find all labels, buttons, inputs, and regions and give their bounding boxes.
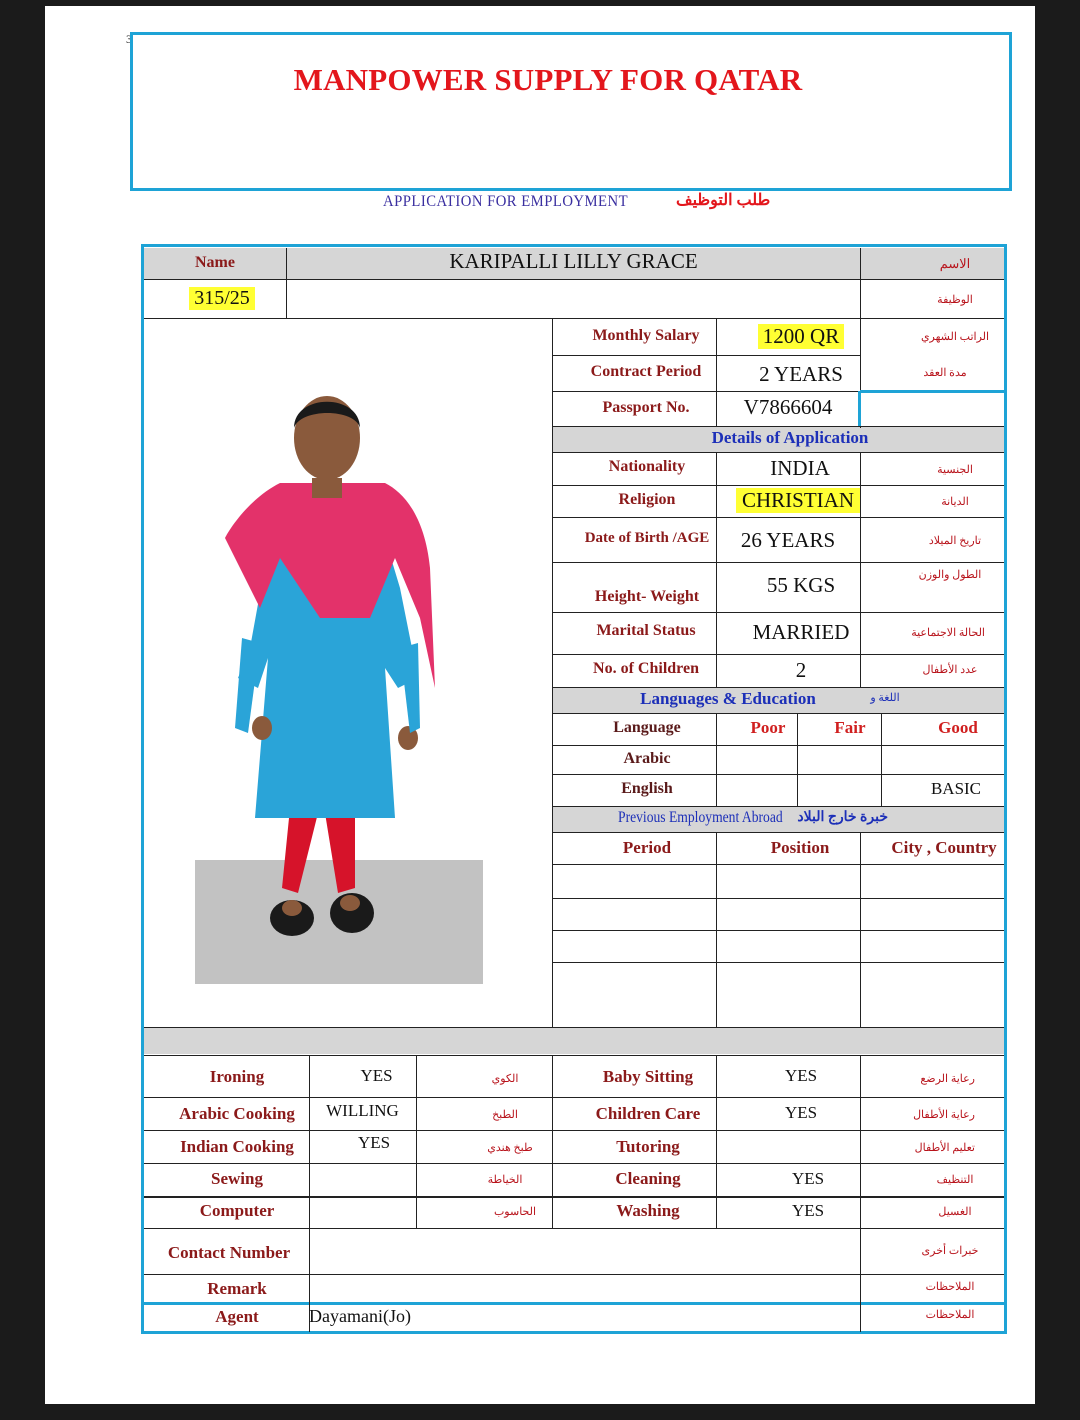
page-mark: 3 (126, 32, 132, 46)
languages-heading: Languages & Education (640, 689, 816, 708)
children-label: No. of Children (593, 660, 699, 677)
header-box (130, 32, 1012, 191)
language-arabic: Arabic (623, 750, 671, 767)
skill-children-care-label: Children Care (595, 1104, 701, 1123)
remark-ar: الملاحظات (925, 1281, 975, 1293)
monthly-salary-value: 1200 QR (758, 324, 844, 349)
skill-washing-value: YES (791, 1201, 825, 1220)
skill-ironing-value: YES (360, 1066, 393, 1085)
skill-baby-sitting-label: Baby Sitting (602, 1067, 694, 1086)
passport-value: V7866604 (743, 395, 833, 419)
skill-computer-ar: الحاسوب (493, 1206, 537, 1218)
dob-age-value: 26 YEARS (740, 528, 836, 552)
skill-washing-label: Washing (616, 1201, 680, 1220)
application-subtitle: APPLICATION FOR EMPLOYMENT (383, 193, 629, 210)
marital-status-label: Marital Status (596, 622, 696, 639)
good-col-header: Good (938, 718, 978, 737)
dob-age-label-ar: تاريخ الميلاد (928, 535, 982, 547)
skill-computer-label: Computer (199, 1201, 275, 1220)
section-divider-bar (144, 1028, 1004, 1054)
language-english: English (621, 780, 673, 797)
employment-heading: Previous Employment Abroad (618, 809, 783, 826)
skill-tutoring-ar: تعليم الأطفال (914, 1142, 975, 1154)
skill-children-care-ar: رعاية الأطفال (913, 1109, 975, 1121)
skill-ironing-label: Ironing (209, 1067, 265, 1086)
languages-heading-ar: اللغة و (870, 692, 900, 704)
passport-label: Passport No. (602, 399, 690, 416)
nationality-label-ar: الجنسية (937, 464, 973, 476)
children-label-ar: عدد الأطفال (922, 664, 978, 676)
monthly-salary-label-ar: الراتب الشهري (920, 331, 990, 343)
marital-status-value: MARRIED (752, 620, 850, 644)
skill-indian-cooking-value: YES (357, 1133, 391, 1152)
remark-label: Remark (207, 1279, 267, 1298)
skill-baby-sitting-ar: رعاية الرضع (920, 1073, 975, 1085)
skill-children-care-value: YES (784, 1103, 818, 1122)
skill-arabic-cooking-ar: الطبخ (492, 1109, 518, 1121)
dob-age-label: Date of Birth /AGE (584, 530, 710, 546)
english-good: BASIC (930, 779, 982, 798)
fair-col-header: Fair (834, 718, 866, 737)
skill-cleaning-ar: التنظيف (936, 1174, 974, 1186)
agent-ar: الملاحظات (925, 1309, 975, 1321)
reference-number: 315/25 (189, 287, 255, 310)
position-label-ar: الوظيفة (937, 294, 973, 306)
document-title: MANPOWER SUPPLY FOR QATAR (293, 62, 803, 97)
children-value: 2 (795, 658, 807, 682)
nationality-label: Nationality (608, 458, 686, 475)
skill-indian-cooking-label: Indian Cooking (180, 1137, 294, 1156)
agent-value: Dayamani(Jo) (309, 1306, 411, 1326)
skill-sewing-ar: الخياطة (487, 1174, 523, 1186)
contract-period-label-ar: مدة العقد (923, 367, 967, 379)
monthly-salary-label: Monthly Salary (592, 327, 700, 344)
name-value: KARIPALLI LILLY GRACE (449, 249, 698, 273)
contract-period-label: Contract Period (590, 363, 702, 380)
city-country-col-header: City , Country (891, 838, 997, 857)
skill-indian-cooking-ar: طبخ هندي (487, 1142, 533, 1154)
applicant-photo (220, 388, 450, 953)
skill-washing-ar: الغسيل (938, 1206, 972, 1218)
height-weight-label: Height- Weight (594, 588, 700, 605)
contact-number-label: Contact Number (167, 1243, 291, 1262)
employment-heading-ar: خبرة خارج البلاد (797, 810, 888, 825)
skill-cleaning-label: Cleaning (615, 1169, 681, 1188)
religion-label-ar: الديانة (941, 496, 969, 508)
skill-arabic-cooking-label: Arabic Cooking (179, 1104, 295, 1123)
name-label-ar: الاسم (939, 256, 971, 271)
skill-cleaning-value: YES (791, 1169, 825, 1188)
position-col-header: Position (770, 838, 830, 857)
name-label: Name (195, 254, 235, 271)
skill-sewing-label: Sewing (211, 1169, 263, 1188)
skill-tutoring-label: Tutoring (616, 1137, 680, 1156)
skill-arabic-cooking-value: WILLING (326, 1101, 399, 1120)
marital-status-label-ar: الحالة الاجتماعية (911, 627, 985, 639)
period-col-header: Period (622, 838, 672, 857)
details-heading: Details of Application (711, 428, 869, 447)
religion-value: CHRISTIAN (736, 488, 860, 513)
application-subtitle-ar: طلب التوظيف (676, 192, 771, 209)
height-weight-value: 55 KGS (766, 573, 836, 597)
height-weight-label-ar: الطول والوزن (918, 569, 982, 581)
agent-label: Agent (215, 1307, 259, 1326)
poor-col-header: Poor (750, 718, 786, 737)
contract-period-value: 2 YEARS (759, 362, 843, 386)
skill-ironing-ar: الكوي (491, 1073, 519, 1085)
language-col-header: Language (613, 719, 681, 736)
skill-baby-sitting-value: YES (784, 1066, 818, 1085)
religion-label: Religion (618, 491, 676, 508)
contact-number-ar: خبرات أخرى (921, 1245, 979, 1257)
nationality-value: INDIA (770, 456, 830, 480)
